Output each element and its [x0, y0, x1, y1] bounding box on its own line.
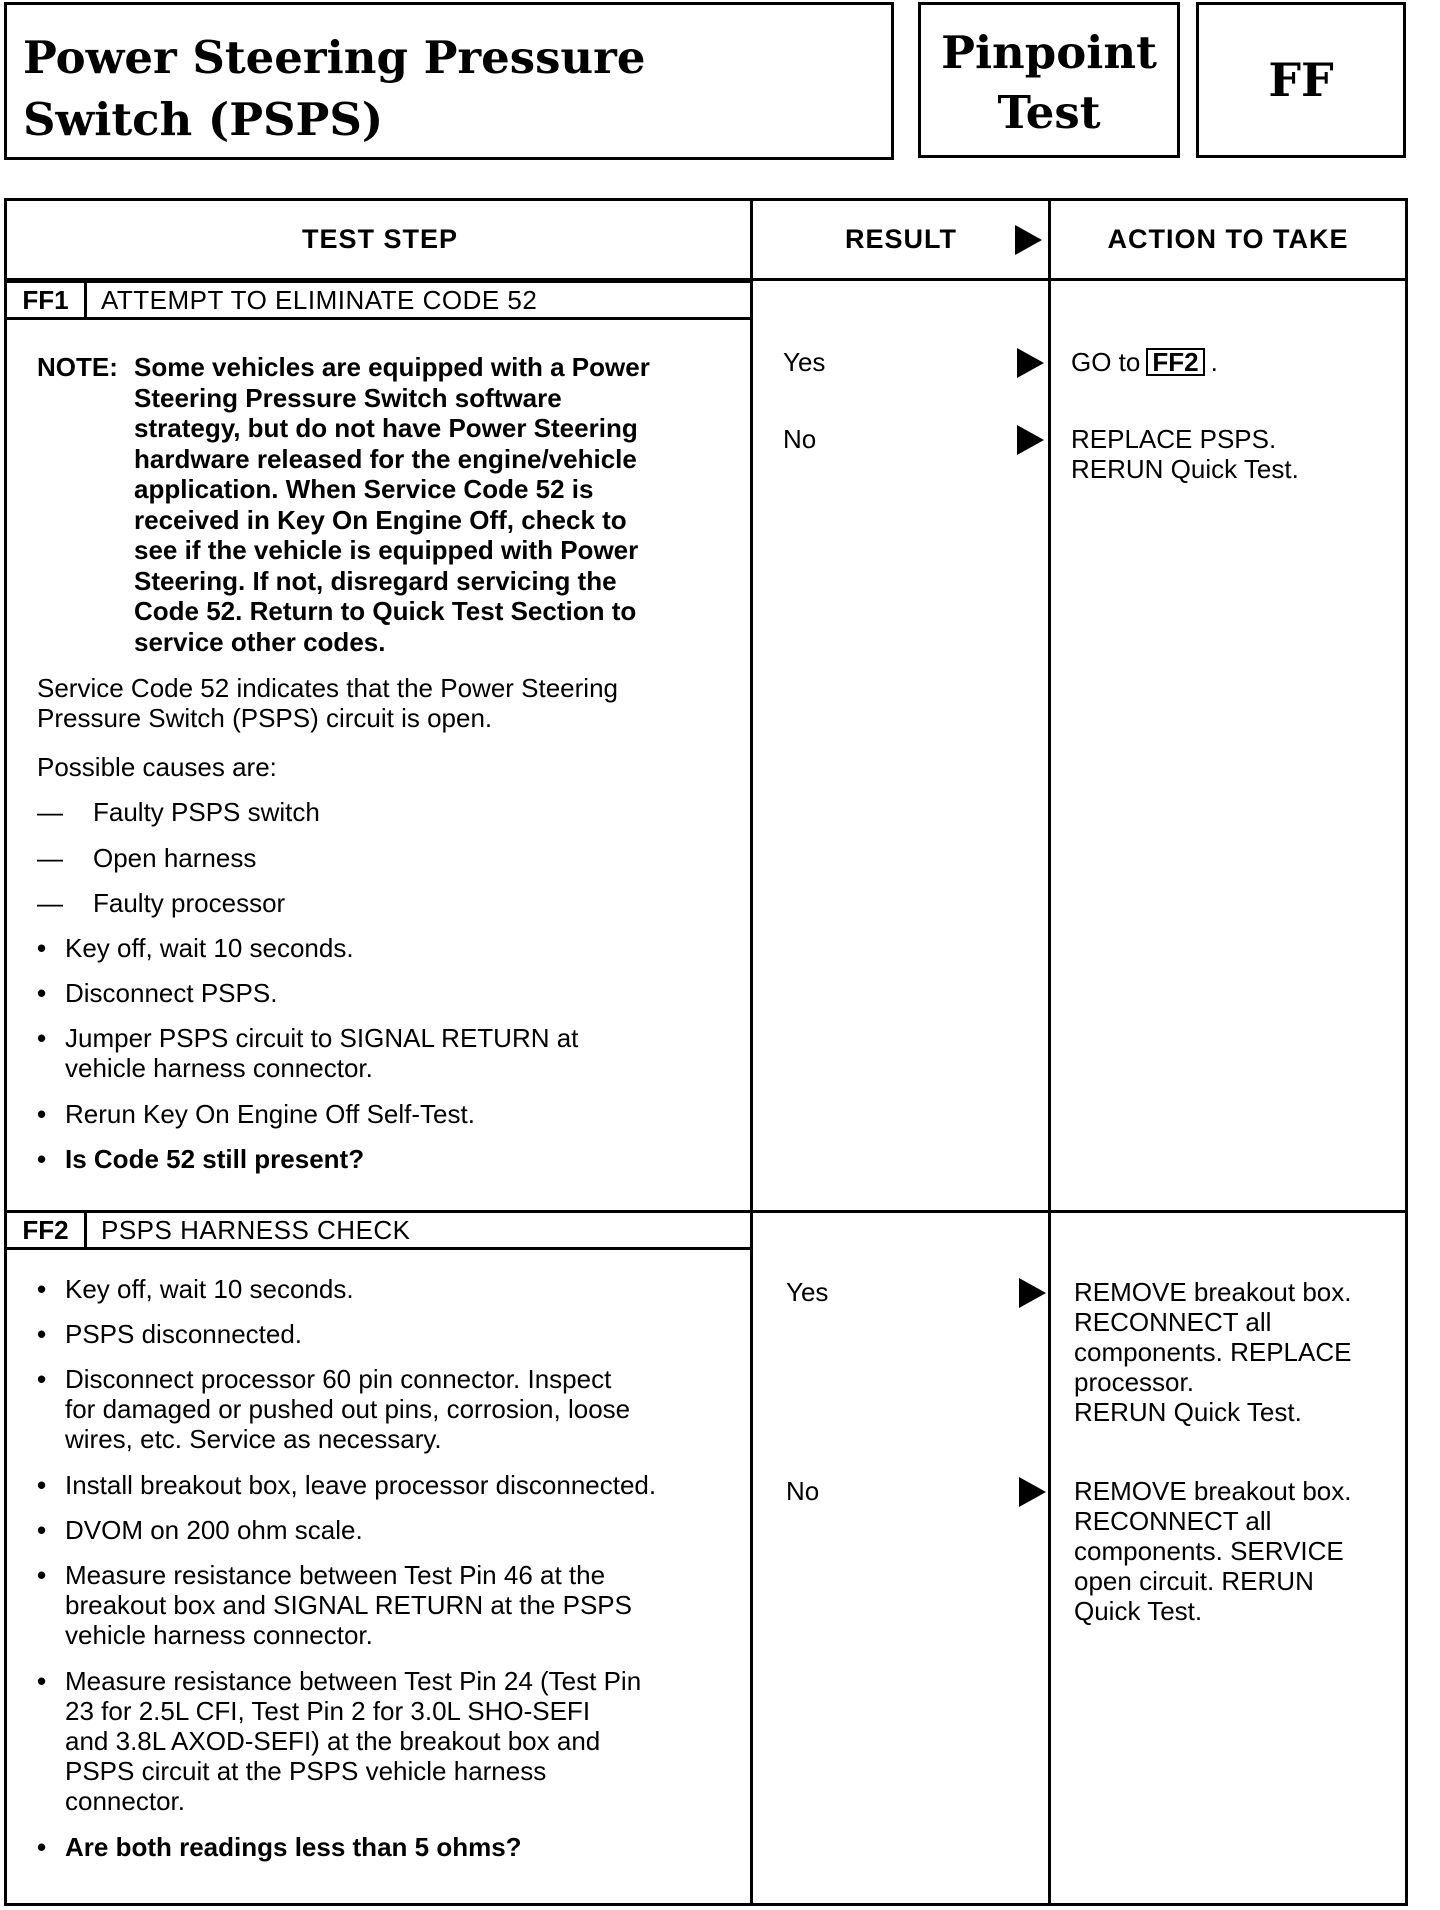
- ff2-link[interactable]: FF2: [1146, 348, 1204, 376]
- ff1-action-yes: GO to FF2 .: [1071, 347, 1218, 377]
- ff2-step-item: • Key off, wait 10 seconds.: [37, 1274, 354, 1304]
- note-line: Steering. If not, disregard servicing the: [134, 565, 617, 596]
- ff1-description: [37, 673, 618, 733]
- ff2-step-item: • Disconnect processor 60 pin connector. Inspect for damaged or pushed out pins, corrosion, loose wires, etc. Service as necessary.: [37, 1364, 631, 1454]
- ff2-step-item: • PSPS disconnected.: [37, 1319, 303, 1349]
- result-arrow-icon: [1015, 225, 1042, 255]
- column-divider-2: [1048, 201, 1051, 1903]
- test-type-line-2: Test: [997, 86, 1101, 139]
- ff1-step-item: • Rerun Key On Engine Off Self-Test.: [37, 1099, 475, 1129]
- ff1-step-item: • Jumper PSPS circuit to SIGNAL RETURN at vehicle harness connector.: [37, 1023, 579, 1083]
- note-line: Some vehicles are equipped with a Power: [134, 352, 650, 382]
- step-title-ff1: ATTEMPT TO ELIMINATE CODE 52: [101, 284, 538, 315]
- cause-item: — Faulty PSPS switch: [37, 797, 320, 827]
- pinpoint-table: [4, 198, 1408, 1906]
- causes-intro: Possible causes are:: [37, 752, 277, 782]
- test-type-box: [918, 2, 1180, 158]
- ff1-question: • Is Code 52 still present?: [37, 1144, 365, 1174]
- ff2-step-item: • Install breakout box, leave processor disconnected.: [37, 1470, 657, 1500]
- title-line-1: Power Steering Pressure: [23, 31, 646, 84]
- arrow-icon: [1019, 1278, 1046, 1308]
- title-box: [4, 2, 894, 160]
- ff1-note: [37, 352, 727, 657]
- cause-item: — Faulty processor: [37, 888, 286, 918]
- ff2-step-item: • Measure resistance between Test Pin 46 at the breakout box and SIGNAL RETURN at the PSPS vehicle harness connector.: [37, 1560, 632, 1650]
- col-header-result: RESULT: [753, 201, 1051, 281]
- note-line: strategy, but do not have Power Steering: [134, 413, 638, 443]
- ff1-step-item: • Key off, wait 10 seconds.: [37, 933, 354, 963]
- arrow-icon: [1019, 1477, 1046, 1507]
- col-header-test-step: TEST STEP: [7, 201, 753, 281]
- arrow-icon: [1017, 425, 1044, 455]
- test-code: FF: [1268, 53, 1334, 107]
- ff1-result-yes: Yes: [783, 347, 826, 377]
- step-id-ff1: FF1: [7, 283, 87, 317]
- description-line: Pressure Switch (PSPS) circuit is open.: [37, 703, 493, 733]
- ff1-action-no: REPLACE PSPS. RERUN Quick Test.: [1071, 424, 1299, 484]
- title-line-2: Switch (PSPS): [23, 93, 384, 146]
- col-header-action: ACTION TO TAKE: [1051, 201, 1405, 281]
- ff2-result-yes: Yes: [786, 1277, 829, 1307]
- ff1-step-item: • Disconnect PSPS.: [37, 978, 278, 1008]
- note-line: see if the vehicle is equipped with Power: [134, 535, 639, 565]
- ff2-action-no: REMOVE breakout box. RECONNECT all components. SERVICE open circuit. RERUN Quick Test.: [1074, 1476, 1352, 1626]
- step-title-ff2: PSPS HARNESS CHECK: [101, 1214, 411, 1245]
- step-tag-ff2: [7, 1210, 753, 1250]
- page-title: [23, 27, 646, 151]
- note-line: service other codes.: [134, 626, 386, 657]
- note-label: NOTE:: [37, 352, 118, 382]
- ff2-result-no: No: [786, 1476, 820, 1506]
- arrow-icon: [1017, 348, 1044, 378]
- column-divider-1: [750, 201, 753, 1903]
- ff2-question: • Are both readings less than 5 ohms?: [37, 1832, 522, 1862]
- step-tag-ff1: [7, 280, 753, 320]
- step-id-ff2: FF2: [7, 1213, 87, 1247]
- ff1-result-no: No: [783, 424, 817, 454]
- test-code-box: [1196, 2, 1406, 158]
- ff2-step-item: • DVOM on 200 ohm scale.: [37, 1515, 363, 1545]
- description-line: Service Code 52 indicates that the Power Steering: [37, 673, 619, 703]
- ff2-action-yes: REMOVE breakout box. RECONNECT all components. REPLACE processor. RERUN Quick Test.: [1074, 1277, 1352, 1427]
- ff2-step-item: • Measure resistance between Test Pin 24 (Test Pin 23 for 2.5L CFI, Test Pin 2 for 3.0L SHO-SEFI and 3.8L AXOD-SEFI) at the breakout box and PSPS circuit at the PSPS vehicle harness connector.: [37, 1666, 642, 1816]
- note-line: received in Key On Engine Off, check to: [134, 504, 627, 535]
- note-line: Code 52. Return to Quick Test Section to: [134, 596, 637, 626]
- note-line: application. When Service Code 52 is: [134, 474, 594, 504]
- cause-item: — Open harness: [37, 843, 257, 873]
- test-type-line-1: Pinpoint: [941, 26, 1157, 79]
- note-line: hardware released for the engine/vehicle: [134, 443, 637, 474]
- note-line: Steering Pressure Switch software: [134, 382, 562, 413]
